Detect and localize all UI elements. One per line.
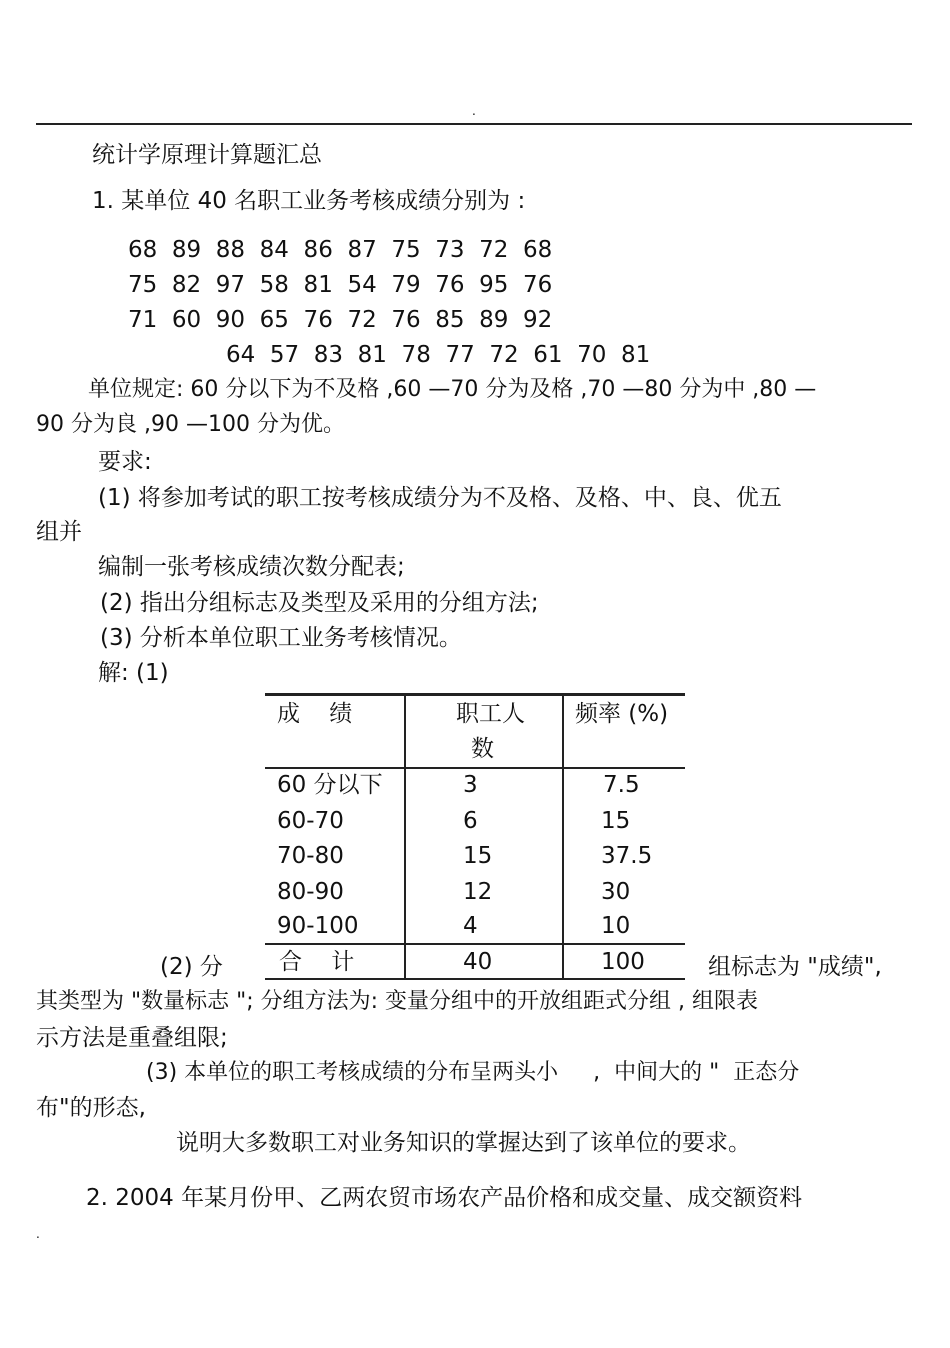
document-title: 统计学原理计算题汇总 bbox=[92, 142, 322, 168]
table-row-3-count: 15 bbox=[463, 843, 493, 869]
table-row-1-count: 3 bbox=[463, 772, 478, 798]
question-2-stem: 2. 2004 年某月份甲、乙两农贸市场农产品价格和成交量、成交额资料 bbox=[86, 1185, 803, 1211]
score-row-1: 68 89 88 84 86 87 75 73 72 68 bbox=[128, 237, 553, 263]
table-row-4-freq: 30 bbox=[601, 879, 631, 905]
table-top-rule bbox=[265, 693, 685, 696]
header-mark: . bbox=[472, 104, 476, 118]
score-row-2: 75 82 97 58 81 54 79 76 95 76 bbox=[128, 272, 553, 298]
table-row-5-freq: 10 bbox=[601, 913, 631, 939]
table-row-3-freq: 37.5 bbox=[601, 843, 653, 869]
answer-2-suffix: 组标志为 "成绩", bbox=[708, 954, 882, 980]
requirement-1-line-1: (1) 将参加考试的职工按考核成绩分为不及格、及格、中、良、优五 bbox=[98, 485, 782, 511]
score-row-4: 64 57 83 81 78 77 72 61 70 81 bbox=[226, 342, 651, 368]
table-header-rule bbox=[265, 767, 685, 769]
table-row-2-score: 60-70 bbox=[277, 808, 344, 834]
table-total-count: 40 bbox=[463, 949, 493, 975]
table-col-divider-2 bbox=[562, 693, 564, 980]
solution-label: 解: (1) bbox=[98, 660, 169, 686]
header-rule bbox=[36, 123, 912, 125]
table-header-frequency: 频率 (%) bbox=[575, 701, 669, 727]
answer-2-line-3: 示方法是重叠组限; bbox=[36, 1025, 228, 1051]
table-row-4-count: 12 bbox=[463, 879, 493, 905]
table-row-4-score: 80-90 bbox=[277, 879, 344, 905]
answer-3-line-1: (3) 本单位的职工考核成绩的分布呈两头小 , 中间大的 " 正态分 bbox=[146, 1060, 800, 1085]
table-header-score: 成 绩 bbox=[277, 701, 353, 727]
table-row-1-freq: 7.5 bbox=[603, 772, 640, 798]
table-total-rule bbox=[265, 943, 685, 945]
requirement-1-line-3: 编制一张考核成绩次数分配表; bbox=[98, 554, 405, 580]
requirement-2: (2) 指出分组标志及类型及采用的分组方法; bbox=[100, 590, 539, 616]
table-bottom-rule bbox=[265, 978, 685, 980]
table-row-1-score: 60 分以下 bbox=[277, 772, 383, 798]
table-total-freq: 100 bbox=[601, 949, 645, 975]
table-row-5-score: 90-100 bbox=[277, 913, 359, 939]
table-col-divider-1 bbox=[404, 693, 406, 980]
footer-mark: . bbox=[36, 1227, 40, 1241]
table-row-2-count: 6 bbox=[463, 808, 478, 834]
requirement-3: (3) 分析本单位职工业务考核情况。 bbox=[100, 625, 462, 651]
table-row-3-score: 70-80 bbox=[277, 843, 344, 869]
table-header-count-a: 职工人 bbox=[456, 701, 525, 727]
answer-3-line-2: 布"的形态, bbox=[36, 1095, 146, 1121]
answer-3-line-3: 说明大多数职工对业务知识的掌握达到了该单位的要求。 bbox=[176, 1130, 751, 1156]
table-row-5-count: 4 bbox=[463, 913, 478, 939]
answer-2-prefix: (2) 分 bbox=[160, 954, 223, 980]
grading-rule-line-2: 90 分为良 ,90 —100 分为优。 bbox=[36, 412, 345, 437]
score-row-3: 71 60 90 65 76 72 76 85 89 92 bbox=[128, 307, 553, 333]
table-header-count-b: 数 bbox=[471, 736, 494, 762]
requirements-label: 要求: bbox=[98, 449, 152, 475]
table-total-label: 合 计 bbox=[279, 949, 355, 975]
grading-rule-line-1: 单位规定: 60 分以下为不及格 ,60 —70 分为及格 ,70 —80 分为中 ,80 — bbox=[88, 377, 817, 402]
requirement-1-line-2: 组并 bbox=[36, 519, 82, 545]
frequency-table bbox=[265, 693, 685, 980]
answer-2-line-2: 其类型为 "数量标志 "; 分组方法为: 变量分组中的开放组距式分组 , 组限表 bbox=[36, 989, 759, 1014]
table-row-2-freq: 15 bbox=[601, 808, 631, 834]
question-1-stem: 1. 某单位 40 名职工业务考核成绩分别为 : bbox=[92, 188, 526, 214]
